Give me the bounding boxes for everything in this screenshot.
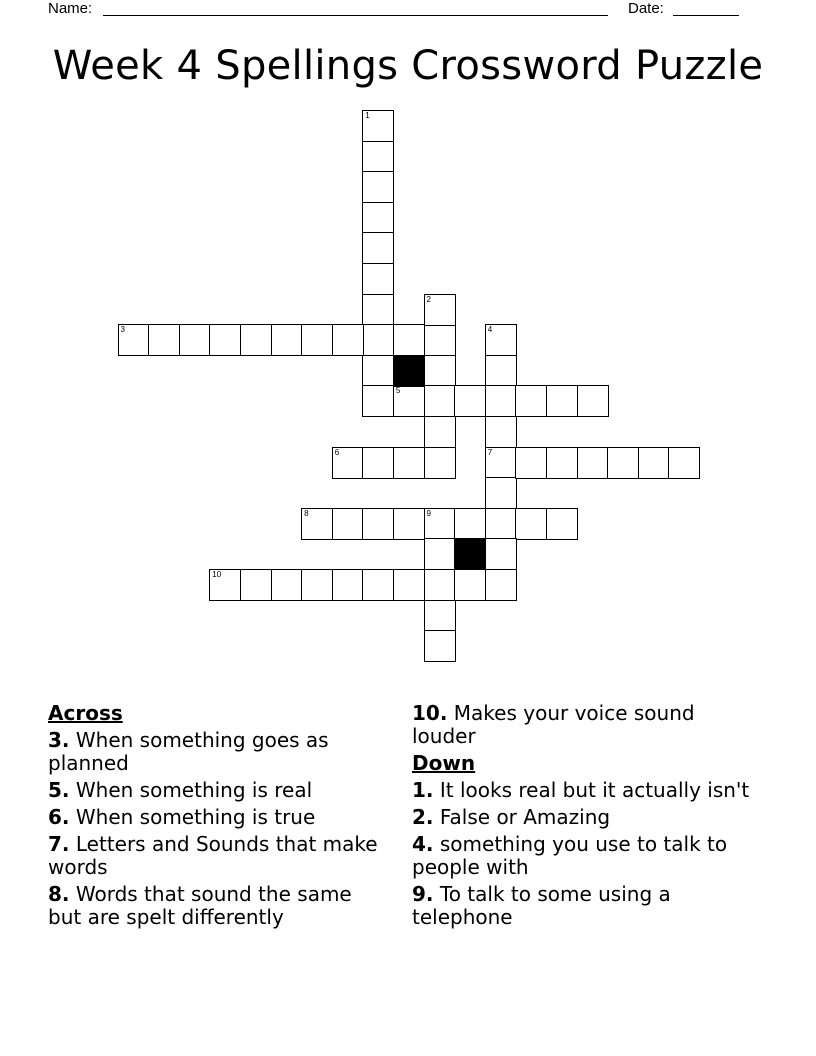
grid-cell[interactable] [179,324,211,356]
grid-cell[interactable] [577,385,609,417]
clue-text: When something goes as planned [48,728,329,775]
grid-cell[interactable] [485,538,517,570]
grid-cell[interactable] [638,447,670,479]
cell-number: 7 [487,447,493,457]
grid-cell[interactable] [240,324,272,356]
clue-down-9 [412,883,757,929]
grid-cell[interactable] [424,538,456,570]
cell-number: 5 [395,386,401,396]
date-label: Date: [628,0,664,17]
clues-right-column [412,702,757,933]
down-heading: Down [412,751,476,775]
grid-cell[interactable] [362,202,394,234]
grid-cell[interactable] [240,569,272,601]
grid-cell[interactable] [362,385,394,417]
grid-cell[interactable] [668,447,700,479]
grid-cell[interactable] [424,294,456,326]
clue-text: Makes your voice sound louder [412,701,695,748]
clue-number: 10. [412,701,448,725]
clue-text: To talk to some using a telephone [412,882,671,929]
grid-cell[interactable] [301,569,333,601]
grid-cell[interactable] [515,447,547,479]
clue-number: 4. [412,832,434,856]
grid-cell[interactable] [424,355,456,387]
clue-across-8 [48,883,378,929]
grid-cell[interactable] [118,324,150,356]
clue-number: 9. [412,882,434,906]
grid-cell[interactable] [209,324,241,356]
grid-cell[interactable] [515,385,547,417]
clues-left-column [48,702,378,933]
grid-cell[interactable] [362,232,394,264]
clue-across-6 [48,806,378,829]
grid-cell[interactable] [301,508,333,540]
clue-down-1 [412,779,757,802]
grid-cell[interactable] [209,569,241,601]
grid-cell[interactable] [485,447,517,479]
clue-text: something you use to talk to people with [412,832,728,879]
clue-number: 6. [48,805,70,829]
clue-text: It looks real but it actually isn't [439,778,750,802]
grid-cell[interactable] [424,508,456,540]
cell-number: 3 [120,325,125,335]
grid-cell[interactable] [424,600,456,632]
clue-across-3 [48,729,378,775]
clue-down-2 [412,806,757,829]
grid-cell[interactable] [546,508,578,540]
grid-cell[interactable] [393,385,425,417]
clue-text: When something is true [75,805,316,829]
cell-number: 10 [212,570,222,579]
grid-cell[interactable] [271,569,303,601]
clue-number: 8. [48,882,70,906]
cell-number: 2 [426,294,431,304]
grid-cell[interactable] [485,416,517,448]
grid-cell[interactable] [362,508,394,540]
grid-cell[interactable] [454,385,486,417]
grid-cell[interactable] [301,324,333,356]
clue-text: Letters and Sounds that make words [48,832,378,879]
grid-cell[interactable] [577,447,609,479]
clue-text: Words that sound the same but are spelt differently [48,882,352,929]
grid-cell[interactable] [362,569,394,601]
clue-text: False or Amazing [439,805,611,829]
clue-number: 1. [412,778,434,802]
grid-cell[interactable] [332,324,364,356]
name-label: Name: [48,0,93,17]
grid-cell[interactable] [515,508,547,540]
grid-cell[interactable] [332,569,364,601]
grid-cell[interactable] [362,355,394,387]
grid-cell[interactable] [424,416,456,448]
grid-cell[interactable] [454,508,486,540]
cell-number: 4 [487,325,493,335]
grid-cell[interactable] [362,447,394,479]
clue-number: 2. [412,805,434,829]
grid-cell[interactable] [271,324,303,356]
grid-cell[interactable] [485,508,517,540]
clue-across-5 [48,779,378,802]
grid-cell[interactable] [362,294,394,326]
grid-cell[interactable] [393,324,425,356]
grid-cell[interactable] [607,447,639,479]
cell-number: 1 [365,111,370,120]
cell-number: 6 [334,447,340,457]
grid-cell[interactable] [485,477,517,509]
grid-cell[interactable] [546,385,578,417]
grid-cell[interactable] [393,447,425,479]
grid-cell[interactable] [393,569,425,601]
grid-cell[interactable] [332,508,364,540]
black-square [454,538,486,570]
clue-number: 3. [48,728,70,752]
grid-cell[interactable] [424,324,456,356]
clue-text: When something is real [75,778,313,802]
page-title: Week 4 Spellings Crossword Puzzle [52,43,764,89]
grid-cell[interactable] [362,171,394,203]
clue-across-10 [412,702,757,748]
clue-number: 7. [48,832,70,856]
grid-cell[interactable] [362,263,394,295]
grid-cell[interactable] [546,447,578,479]
across-heading: Across [48,701,123,725]
grid-cell[interactable] [362,141,394,173]
grid-cell[interactable] [424,630,456,662]
grid-cell[interactable] [393,508,425,540]
black-square [393,355,425,387]
grid-cell[interactable] [332,447,364,479]
clue-number: 5. [48,778,70,802]
grid-cell[interactable] [362,324,394,356]
grid-cell[interactable] [424,385,456,417]
cell-number: 9 [426,508,431,518]
clue-across-7 [48,833,378,879]
grid-cell[interactable] [485,355,517,387]
grid-cell[interactable] [485,324,517,356]
grid-cell[interactable] [424,447,456,479]
grid-cell[interactable] [362,110,394,142]
grid-cell[interactable] [485,569,517,601]
grid-cell[interactable] [424,569,456,601]
cell-number: 8 [304,508,309,518]
clue-down-4 [412,833,757,879]
grid-cell[interactable] [148,324,180,356]
grid-cell[interactable] [454,569,486,601]
grid-cell[interactable] [485,385,517,417]
